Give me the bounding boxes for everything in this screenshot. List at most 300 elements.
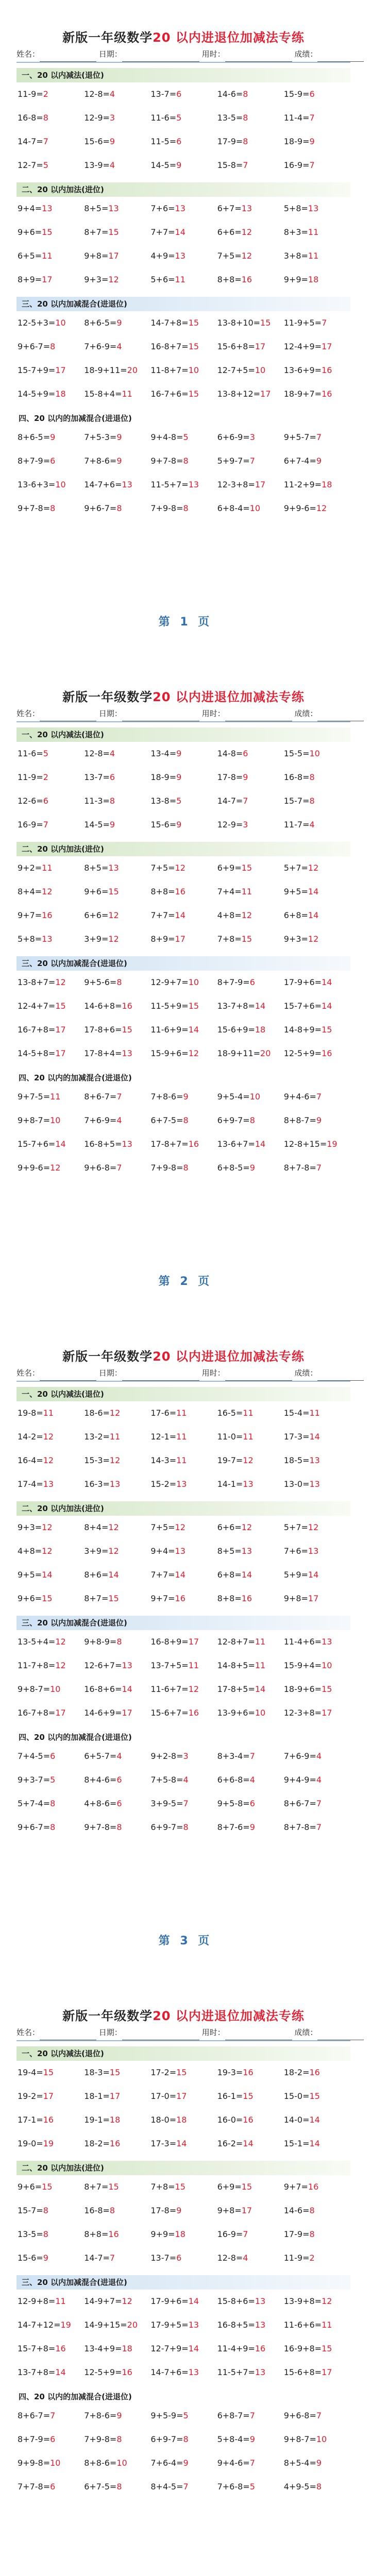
problem-expression: 9+9-6= bbox=[18, 1163, 50, 1173]
problem-answer: 9 bbox=[176, 820, 182, 829]
problem-answer: 5 bbox=[43, 160, 48, 170]
problem-expression: 9+4= bbox=[150, 1546, 175, 1556]
math-problem bbox=[217, 1677, 284, 1701]
math-problem bbox=[18, 2361, 84, 2384]
problem-answer: 16 bbox=[42, 910, 53, 920]
problem-answer: 10 bbox=[255, 365, 266, 375]
worksheet-page bbox=[0, 1978, 371, 2576]
math-problem bbox=[284, 1563, 350, 1587]
page-title bbox=[16, 1348, 350, 1365]
problem-answer: 16 bbox=[308, 2182, 319, 2192]
problem-expression: 8+7= bbox=[84, 2182, 109, 2192]
problem-expression: 15-6= bbox=[84, 137, 110, 146]
problem-answer: 7 bbox=[249, 1751, 255, 1761]
name-field[interactable] bbox=[40, 710, 96, 721]
problem-answer: 8 bbox=[109, 796, 115, 806]
problem-expression: 9+6-7= bbox=[18, 342, 50, 351]
problem-expression: 14-5+8= bbox=[18, 1048, 56, 1058]
math-problem bbox=[84, 813, 150, 837]
math-problem bbox=[18, 1654, 84, 1677]
problem-expression: 18-1= bbox=[84, 2091, 110, 2101]
math-problem bbox=[18, 2451, 84, 2475]
score-label: 成绩： bbox=[294, 1368, 318, 1378]
problem-expression: 7+5-3= bbox=[84, 432, 117, 442]
problem-expression: 14-0= bbox=[283, 2115, 310, 2125]
problem-answer: 5 bbox=[183, 432, 189, 442]
name-field[interactable] bbox=[40, 2029, 96, 2040]
math-problem bbox=[150, 268, 217, 292]
problem-expression: 8+8= bbox=[150, 887, 175, 896]
problem-answer: 9 bbox=[176, 772, 182, 782]
math-problem bbox=[18, 856, 84, 880]
problem-answer: 16 bbox=[175, 1594, 185, 1603]
score-field[interactable] bbox=[317, 710, 364, 721]
problem-grid bbox=[16, 2061, 350, 2156]
math-problem bbox=[284, 2451, 350, 2475]
time-field[interactable] bbox=[225, 1370, 292, 1381]
math-problem bbox=[217, 473, 284, 497]
time-field[interactable] bbox=[225, 2029, 292, 2040]
math-problem bbox=[284, 1132, 350, 1156]
math-problem bbox=[217, 1539, 284, 1563]
math-problem bbox=[18, 449, 84, 473]
problem-answer: 7 bbox=[316, 2411, 322, 2420]
title-highlight: 20 以内进退位加减法专练 bbox=[153, 690, 305, 704]
math-problem bbox=[217, 335, 284, 359]
problem-expression: 9+5-4= bbox=[217, 1092, 250, 1101]
problem-answer: 13 bbox=[243, 1479, 254, 1489]
date-field[interactable] bbox=[122, 51, 199, 62]
problem-answer: 5 bbox=[249, 2482, 255, 2492]
problem-expression: 15-5= bbox=[283, 749, 310, 758]
problem-expression: 6+8-5= bbox=[217, 1163, 250, 1173]
problem-answer: 10 bbox=[316, 2434, 327, 2444]
math-problem bbox=[284, 268, 350, 292]
problem-expression: 12-8= bbox=[84, 89, 110, 99]
math-problem bbox=[18, 2199, 84, 2223]
math-problem bbox=[150, 2475, 217, 2499]
problem-answer: 15 bbox=[122, 1025, 132, 1035]
problem-answer: 4 bbox=[109, 89, 115, 99]
problem-expression: 3+8= bbox=[283, 251, 308, 261]
math-problem bbox=[150, 1425, 217, 1449]
problem-expression: 4+8= bbox=[217, 910, 242, 920]
problem-answer: 14 bbox=[241, 1570, 252, 1580]
math-problem bbox=[84, 130, 150, 154]
problem-expression: 7+8= bbox=[150, 2182, 175, 2192]
math-problem bbox=[284, 2361, 350, 2384]
problem-answer: 15 bbox=[241, 934, 252, 944]
problem-answer: 13 bbox=[122, 1048, 132, 1058]
math-problem bbox=[217, 82, 284, 106]
problem-grid bbox=[16, 1744, 350, 1839]
math-problem bbox=[217, 1109, 284, 1132]
problem-answer: 11 bbox=[43, 1408, 54, 1418]
problem-answer: 13 bbox=[42, 934, 53, 944]
name-field[interactable] bbox=[40, 51, 96, 62]
problem-expression: 5+9-7= bbox=[217, 456, 250, 466]
math-problem bbox=[217, 1768, 284, 1792]
math-problem bbox=[217, 497, 284, 520]
problem-answer: 17 bbox=[255, 480, 266, 489]
problem-expression: 8+4= bbox=[84, 1522, 109, 1532]
math-problem bbox=[150, 2061, 217, 2084]
problem-answer: 17 bbox=[42, 275, 53, 284]
problem-answer: 20 bbox=[260, 1048, 271, 1058]
problem-expression: 9+2-8= bbox=[150, 1751, 183, 1761]
problem-expression: 18-9+11= bbox=[217, 1048, 261, 1058]
name-label: 姓名： bbox=[16, 1368, 40, 1378]
math-problem bbox=[284, 2290, 350, 2313]
problem-answer: 4 bbox=[316, 1775, 322, 1785]
problem-expression: 14-7+8= bbox=[150, 318, 189, 328]
problem-answer: 2 bbox=[43, 772, 48, 782]
math-problem bbox=[18, 359, 84, 382]
title-prefix: 新版一年级数学 bbox=[62, 1349, 153, 1364]
student-info-row bbox=[16, 1365, 350, 1382]
problem-answer: 6 bbox=[309, 89, 315, 99]
math-problem bbox=[284, 1085, 350, 1109]
problem-expression: 13-4= bbox=[150, 749, 177, 758]
math-problem bbox=[284, 359, 350, 382]
problem-answer: 12 bbox=[108, 275, 119, 284]
problem-expression: 7+8= bbox=[217, 934, 242, 944]
math-problem bbox=[284, 2084, 350, 2108]
problem-answer: 14 bbox=[255, 1139, 266, 1149]
problem-expression: 13-4+9= bbox=[84, 2344, 122, 2353]
problem-expression: 13-7= bbox=[150, 2253, 177, 2263]
math-problem bbox=[84, 789, 150, 813]
problem-answer: 13 bbox=[188, 480, 199, 489]
problem-answer: 12 bbox=[109, 1455, 121, 1465]
problem-answer: 13 bbox=[188, 2367, 199, 2377]
problem-answer: 15 bbox=[188, 389, 199, 399]
problem-answer: 8 bbox=[50, 503, 56, 513]
page-content bbox=[16, 688, 350, 1180]
section-heading: 三、20 以内加减混合(进退位) bbox=[16, 2275, 350, 2290]
problem-answer: 7 bbox=[43, 820, 48, 829]
problem-expression: 9+8= bbox=[84, 251, 109, 261]
math-problem bbox=[284, 1018, 350, 1042]
problem-answer: 13 bbox=[42, 204, 53, 213]
problem-answer: 8 bbox=[243, 89, 248, 99]
problem-grid bbox=[16, 2404, 350, 2499]
problem-expression: 15-9= bbox=[283, 89, 310, 99]
title-highlight: 20 以内进退位加减法专练 bbox=[153, 2009, 305, 2023]
problem-expression: 11-4= bbox=[283, 113, 310, 123]
problem-answer: 14 bbox=[188, 1025, 199, 1035]
math-problem bbox=[18, 2475, 84, 2499]
math-problem bbox=[284, 154, 350, 177]
problem-expression: 9+7-5= bbox=[18, 1092, 50, 1101]
math-problem bbox=[217, 971, 284, 994]
problem-answer: 13 bbox=[188, 2320, 199, 2330]
problem-answer: 7 bbox=[309, 160, 315, 170]
math-problem bbox=[18, 1792, 84, 1816]
problem-expression: 12-7= bbox=[18, 160, 43, 170]
problem-expression: 14-8+9= bbox=[283, 1025, 322, 1035]
math-problem bbox=[84, 1109, 150, 1132]
score-field[interactable] bbox=[317, 51, 364, 62]
math-problem bbox=[84, 1792, 150, 1816]
math-problem bbox=[284, 1768, 350, 1792]
problem-answer: 15 bbox=[188, 342, 199, 351]
math-problem bbox=[84, 1630, 150, 1654]
problem-expression: 14-7+6= bbox=[84, 480, 122, 489]
problem-expression: 6+8= bbox=[283, 910, 308, 920]
problem-expression: 9+6= bbox=[84, 887, 109, 896]
math-problem bbox=[150, 856, 217, 880]
problem-expression: 8+6= bbox=[84, 1570, 109, 1580]
math-problem bbox=[84, 2199, 150, 2223]
problem-expression: 13-7+5= bbox=[150, 1660, 189, 1670]
problem-answer: 6 bbox=[116, 1775, 122, 1785]
time-field[interactable] bbox=[225, 51, 292, 62]
math-problem bbox=[18, 766, 84, 789]
problem-expression: 13-7+8= bbox=[217, 1001, 255, 1011]
math-problem bbox=[18, 197, 84, 221]
problem-answer: 12 bbox=[308, 934, 319, 944]
score-field[interactable] bbox=[317, 1370, 364, 1381]
problem-expression: 16-8+9= bbox=[150, 1637, 189, 1647]
problem-expression: 15-7+6= bbox=[283, 1001, 322, 1011]
math-problem bbox=[18, 1539, 84, 1563]
exercise-section bbox=[16, 182, 350, 292]
math-problem bbox=[284, 1744, 350, 1768]
math-problem bbox=[217, 311, 284, 335]
math-problem bbox=[217, 2313, 284, 2337]
name-field[interactable] bbox=[40, 1370, 96, 1381]
math-problem bbox=[18, 106, 84, 130]
math-problem bbox=[150, 335, 217, 359]
math-problem bbox=[84, 268, 150, 292]
problem-answer: 17 bbox=[322, 1708, 332, 1718]
math-problem bbox=[150, 1109, 217, 1132]
problem-answer: 4 bbox=[116, 1751, 122, 1761]
problem-expression: 6+6= bbox=[217, 227, 242, 237]
problem-expression: 13-6+3= bbox=[18, 480, 56, 489]
date-field[interactable] bbox=[122, 710, 199, 721]
problem-answer: 14 bbox=[322, 977, 332, 987]
problem-answer: 3 bbox=[249, 432, 255, 442]
math-problem bbox=[18, 1816, 84, 1839]
problem-answer: 11 bbox=[42, 251, 53, 261]
math-problem bbox=[150, 449, 217, 473]
problem-expression: 9+9= bbox=[283, 275, 308, 284]
problem-grid bbox=[16, 2290, 350, 2384]
problem-expression: 17-8+4= bbox=[84, 1048, 122, 1058]
math-problem bbox=[217, 856, 284, 880]
problem-expression: 7+6-4= bbox=[150, 2458, 183, 2468]
math-problem bbox=[18, 1449, 84, 1472]
math-problem bbox=[18, 221, 84, 244]
math-problem bbox=[150, 813, 217, 837]
problem-answer: 17 bbox=[55, 1048, 66, 1058]
problem-expression: 5+6= bbox=[150, 275, 175, 284]
problem-answer: 16 bbox=[175, 887, 185, 896]
problem-answer: 11 bbox=[255, 1660, 266, 1670]
problem-expression: 8+8= bbox=[217, 1594, 242, 1603]
problem-answer: 12 bbox=[188, 1684, 199, 1694]
date-field[interactable] bbox=[122, 1370, 199, 1381]
problem-expression: 13-8+12= bbox=[217, 389, 261, 399]
math-problem bbox=[18, 473, 84, 497]
problem-expression: 3+9= bbox=[84, 1546, 109, 1556]
problem-expression: 15-9+6= bbox=[150, 1048, 189, 1058]
math-problem bbox=[284, 473, 350, 497]
problem-expression: 13-7+8= bbox=[18, 2367, 56, 2377]
math-problem bbox=[284, 1425, 350, 1449]
problem-expression: 9+6-7= bbox=[84, 503, 117, 513]
math-problem bbox=[284, 1792, 350, 1816]
problem-expression: 12-6= bbox=[18, 796, 43, 806]
math-problem bbox=[150, 789, 217, 813]
math-problem bbox=[18, 82, 84, 106]
problem-answer: 8 bbox=[183, 1163, 189, 1173]
math-problem bbox=[284, 2223, 350, 2246]
math-problem bbox=[284, 382, 350, 406]
problem-expression: 11-6+7= bbox=[150, 1684, 189, 1694]
problem-expression: 12-5+3= bbox=[18, 318, 56, 328]
math-problem bbox=[84, 742, 150, 766]
math-problem bbox=[217, 106, 284, 130]
math-problem bbox=[18, 1630, 84, 1654]
problem-expression: 11-6= bbox=[150, 113, 177, 123]
problem-expression: 14-5= bbox=[84, 820, 110, 829]
math-problem bbox=[284, 1654, 350, 1677]
math-problem bbox=[217, 1472, 284, 1496]
math-problem bbox=[18, 994, 84, 1018]
math-problem bbox=[150, 2132, 217, 2156]
math-problem bbox=[217, 2475, 284, 2499]
math-problem bbox=[150, 1156, 217, 1180]
exercise-section bbox=[16, 1501, 350, 1611]
problem-answer: 4 bbox=[116, 1115, 122, 1125]
problem-answer: 8 bbox=[183, 2434, 189, 2444]
problem-expression: 9+8-7= bbox=[283, 2434, 316, 2444]
problem-expression: 12-9= bbox=[84, 113, 110, 123]
date-field[interactable] bbox=[122, 2029, 199, 2040]
math-problem bbox=[150, 1563, 217, 1587]
problem-answer: 13 bbox=[308, 204, 319, 213]
problem-expression: 18-9= bbox=[283, 137, 310, 146]
math-problem bbox=[150, 2199, 217, 2223]
score-label: 成绩： bbox=[294, 709, 318, 718]
section-heading: 一、20 以内减法(退位) bbox=[16, 727, 350, 742]
problem-expression: 13-5= bbox=[18, 2229, 43, 2239]
problem-expression: 9+6= bbox=[18, 1594, 42, 1603]
problem-expression: 8+7-9= bbox=[18, 2434, 50, 2444]
score-field[interactable] bbox=[317, 2029, 364, 2040]
problem-expression: 17-8+5= bbox=[217, 1684, 255, 1694]
problem-expression: 7+5= bbox=[150, 1522, 175, 1532]
problem-expression: 9+7= bbox=[150, 1594, 175, 1603]
problem-answer: 4 bbox=[116, 342, 122, 351]
problem-answer: 12 bbox=[175, 863, 185, 873]
math-problem bbox=[217, 130, 284, 154]
problem-answer: 11 bbox=[322, 2320, 332, 2330]
problem-expression: 7+8-6= bbox=[84, 2411, 117, 2420]
math-problem bbox=[217, 2361, 284, 2384]
problem-answer: 12 bbox=[55, 1660, 66, 1670]
problem-answer: 10 bbox=[116, 2458, 127, 2468]
math-problem bbox=[150, 1516, 217, 1539]
problem-expression: 7+7= bbox=[150, 227, 175, 237]
math-problem bbox=[150, 994, 217, 1018]
problem-expression: 17-3= bbox=[283, 1432, 310, 1442]
math-problem bbox=[284, 130, 350, 154]
problem-expression: 7+8-6= bbox=[150, 1092, 183, 1101]
math-problem bbox=[150, 2246, 217, 2270]
math-problem bbox=[84, 1744, 150, 1768]
problem-expression: 14-2= bbox=[18, 1432, 43, 1442]
math-problem bbox=[18, 2404, 84, 2428]
math-problem bbox=[18, 880, 84, 904]
problem-expression: 16-8+7= bbox=[150, 342, 189, 351]
math-problem bbox=[284, 497, 350, 520]
problem-grid bbox=[16, 311, 350, 406]
problem-expression: 11-5+7= bbox=[217, 2367, 255, 2377]
problem-expression: 15-7+9= bbox=[18, 365, 56, 375]
problem-answer: 15 bbox=[175, 2182, 185, 2192]
problem-answer: 10 bbox=[309, 749, 320, 758]
problem-expression: 7+5= bbox=[150, 863, 175, 873]
problem-answer: 9 bbox=[316, 456, 322, 466]
problem-grid bbox=[16, 2175, 350, 2270]
problem-expression: 6+9= bbox=[217, 2182, 242, 2192]
problem-answer: 3 bbox=[243, 820, 248, 829]
problem-answer: 15 bbox=[108, 887, 119, 896]
problem-answer: 8 bbox=[183, 503, 189, 513]
math-problem bbox=[18, 1677, 84, 1701]
problem-expression: 8+7-9= bbox=[18, 456, 50, 466]
math-problem bbox=[18, 1018, 84, 1042]
problem-answer: 6 bbox=[109, 772, 115, 782]
problem-answer: 8 bbox=[50, 342, 56, 351]
problem-expression: 12-4+9= bbox=[283, 342, 322, 351]
problem-expression: 6+6= bbox=[217, 1522, 242, 1532]
math-problem bbox=[18, 1563, 84, 1587]
problem-answer: 17 bbox=[260, 389, 271, 399]
problem-answer: 7 bbox=[109, 2253, 115, 2263]
problem-answer: 15 bbox=[241, 2182, 252, 2192]
math-problem bbox=[217, 1401, 284, 1425]
problem-expression: 9+8-9= bbox=[84, 1637, 117, 1647]
exercise-section bbox=[16, 1730, 350, 1839]
math-problem bbox=[217, 1587, 284, 1611]
problem-expression: 16-9= bbox=[283, 160, 310, 170]
problem-answer: 5 bbox=[43, 749, 48, 758]
time-field[interactable] bbox=[225, 710, 292, 721]
math-problem bbox=[284, 1449, 350, 1472]
section-heading: 四、20 以内的加减混合(进退位) bbox=[19, 1073, 132, 1082]
math-problem bbox=[18, 1701, 84, 1725]
problem-expression: 7+6= bbox=[283, 1546, 308, 1556]
math-problem bbox=[217, 2404, 284, 2428]
problem-answer: 7 bbox=[249, 2458, 255, 2468]
math-problem bbox=[18, 497, 84, 520]
problem-answer: 12 bbox=[316, 503, 327, 513]
exercise-section bbox=[16, 1387, 350, 1496]
problem-expression: 6+7-5= bbox=[84, 2482, 117, 2492]
math-problem bbox=[217, 1816, 284, 1839]
math-problem bbox=[84, 2337, 150, 2361]
math-problem bbox=[284, 2108, 350, 2132]
math-problem bbox=[18, 2132, 84, 2156]
problem-grid bbox=[16, 197, 350, 292]
math-problem bbox=[18, 1132, 84, 1156]
math-problem bbox=[18, 2290, 84, 2313]
